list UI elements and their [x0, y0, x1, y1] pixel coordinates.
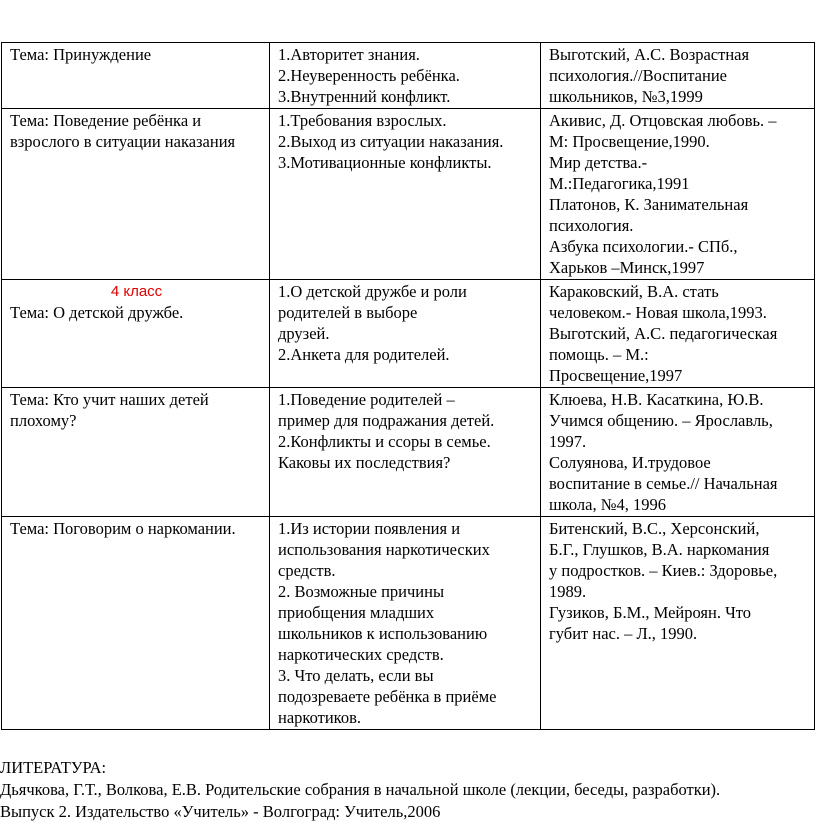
- literature-ref-line: воспитание в семье.// Начальная: [549, 474, 778, 493]
- topic-line: взрослого в ситуации наказания: [10, 132, 236, 151]
- topic-cell: [2, 388, 270, 517]
- table-row: [2, 109, 815, 280]
- question-line: школьников к использованию: [278, 624, 488, 643]
- question-line: приобщения младших: [278, 603, 435, 622]
- question-line: 2.Анкета для родителей.: [278, 345, 450, 364]
- question-line: 1.Требования взрослых.: [278, 111, 447, 130]
- literature-ref-line: Акивис, Д. Отцовская любовь. –: [549, 111, 777, 130]
- literature-cell: [541, 43, 815, 109]
- topic-line: Тема: Принуждение: [10, 45, 152, 64]
- questions-cell: [270, 109, 541, 280]
- question-line: использования наркотических: [278, 540, 490, 559]
- question-line: средств.: [278, 561, 336, 580]
- topic-line: Тема: Поговорим о наркомании.: [10, 519, 236, 538]
- question-line: друзей.: [278, 324, 330, 343]
- question-line: 3.Мотивационные конфликты.: [278, 153, 492, 172]
- literature-ref-line: 1989.: [549, 582, 587, 601]
- literature-ref-line: Битенский, В.С., Херсонский,: [549, 519, 760, 538]
- literature-ref-line: Выготский, А.С. Возрастная: [549, 45, 750, 64]
- question-line: родителей в выборе: [278, 303, 418, 322]
- question-line: подозреваете ребёнка в приёме: [278, 687, 497, 706]
- question-line: 2. Возможные причины: [278, 582, 445, 601]
- literature-line: Выпуск 2. Издательство «Учитель» - Волгоград: Учитель,2006: [0, 802, 441, 821]
- question-line: наркотических средств.: [278, 645, 444, 664]
- questions-cell: [270, 388, 541, 517]
- question-line: 3. Что делать, если вы: [278, 666, 434, 685]
- literature-section: [0, 757, 816, 823]
- literature-ref-line: 1997.: [549, 432, 587, 451]
- question-line: 2.Конфликты и ссоры в семье.: [278, 432, 491, 451]
- literature-cell: [541, 388, 815, 517]
- topic-line: Тема: Поведение ребёнка и: [10, 111, 202, 130]
- question-line: Каковы их последствия?: [278, 453, 451, 472]
- literature-ref-line: Платонов, К. Занимательная: [549, 195, 749, 214]
- literature-ref-line: Гузиков, Б.М., Мейроян. Что: [549, 603, 752, 622]
- topic-line: Тема: О детской дружбе.: [10, 303, 184, 322]
- topic-cell: [2, 517, 270, 730]
- questions-cell: [270, 517, 541, 730]
- table-row: [2, 388, 815, 517]
- table-row: [2, 43, 815, 109]
- question-line: 1.Из истории появления и: [278, 519, 461, 538]
- literature-heading: ЛИТЕРАТУРА:: [0, 758, 107, 777]
- literature-ref-line: Учимся общению. – Ярославль,: [549, 411, 773, 430]
- literature-cell: [541, 517, 815, 730]
- question-line: 2.Неуверенность ребёнка.: [278, 66, 460, 85]
- table-body: [2, 43, 815, 730]
- topic-line: Тема: Кто учит наших детей: [10, 390, 209, 409]
- literature-ref-line: школьников, №3,1999: [549, 87, 703, 106]
- literature-ref-line: Б.Г., Глушков, В.А. наркомания: [549, 540, 770, 559]
- literature-ref-line: Солуянова, И.трудовое: [549, 453, 711, 472]
- topic-cell: [2, 109, 270, 280]
- literature-ref-line: Клюева, Н.В. Касаткина, Ю.В.: [549, 390, 764, 409]
- topic-line: плохому?: [10, 411, 77, 430]
- literature-ref-line: психология.//Воспитание: [549, 66, 727, 85]
- literature-ref-line: М: Просвещение,1990.: [549, 132, 710, 151]
- literature-ref-line: М.:Педагогика,1991: [549, 174, 690, 193]
- topic-cell: [2, 280, 270, 388]
- literature-ref-line: помощь. – М.:: [549, 345, 649, 364]
- question-line: 1.Поведение родителей –: [278, 390, 455, 409]
- literature-ref-line: школа, №4, 1996: [549, 495, 666, 514]
- literature-ref-line: человеком.- Новая школа,1993.: [549, 303, 767, 322]
- question-line: 1.Авторитет знания.: [278, 45, 420, 64]
- meetings-plan-table: [1, 42, 815, 730]
- literature-cell: [541, 109, 815, 280]
- literature-cell: [541, 280, 815, 388]
- literature-ref-line: Выготский, А.С. педагогическая: [549, 324, 778, 343]
- grade-label: 4 класс: [110, 283, 163, 300]
- literature-ref-line: Мир детства.-: [549, 153, 648, 172]
- literature-line: Дьячкова, Г.Т., Волкова, Е.В. Родительские собрания в начальной школе (лекции, беседы, разработки).: [0, 780, 721, 799]
- table-row: [2, 280, 815, 388]
- literature-ref-line: Азбука психологии.- СПб.,: [549, 237, 738, 256]
- literature-ref-line: Караковский, В.А. стать: [549, 282, 719, 301]
- question-line: 2.Выход из ситуации наказания.: [278, 132, 504, 151]
- question-line: наркотиков.: [278, 708, 361, 727]
- table-row: [2, 517, 815, 730]
- literature-ref-line: у подростков. – Киев.: Здоровье,: [549, 561, 778, 580]
- literature-ref-line: психология.: [549, 216, 634, 235]
- topic-cell: [2, 43, 270, 109]
- question-line: 3.Внутренний конфликт.: [278, 87, 451, 106]
- questions-cell: [270, 43, 541, 109]
- question-line: пример для подражания детей.: [278, 411, 495, 430]
- literature-ref-line: Харьков –Минск,1997: [549, 258, 705, 277]
- questions-cell: [270, 280, 541, 388]
- literature-ref-line: губит нас. – Л., 1990.: [549, 624, 698, 643]
- literature-ref-line: Просвещение,1997: [549, 366, 683, 385]
- question-line: 1.О детской дружбе и роли: [278, 282, 467, 301]
